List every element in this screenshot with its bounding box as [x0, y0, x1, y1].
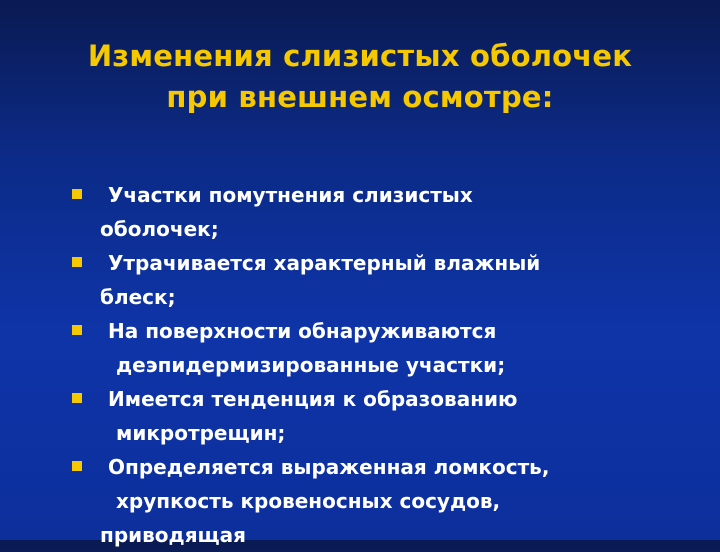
bullet-item: [72, 246, 672, 314]
bullet-line: Определяется выраженная ломкость,: [108, 455, 550, 479]
bullet-line: оболочек;: [100, 217, 219, 241]
bullet-line: Утрачивается характерный влажный: [108, 251, 541, 275]
bullet-list: [72, 178, 672, 552]
square-bullet-icon: [72, 257, 82, 267]
square-bullet-icon: [72, 461, 82, 471]
bullet-item: [72, 450, 672, 552]
bullet-line: хрупкость кровеносных сосудов,: [116, 489, 501, 513]
bullet-line: блеск;: [100, 285, 176, 309]
slide-title-line-1: Изменения слизистых оболочек: [87, 39, 633, 73]
square-bullet-icon: [72, 189, 82, 199]
slide-title: [40, 36, 680, 118]
bullet-item: [72, 314, 672, 382]
bullet-line: Имеется тенденция к образованию: [108, 387, 518, 411]
slide-title-line-2: при внешнем осмотре:: [166, 80, 554, 114]
bullet-line: микротрещин;: [116, 421, 286, 445]
square-bullet-icon: [72, 393, 82, 403]
bullet-line: деэпидермизированные участки;: [116, 353, 506, 377]
bullet-line: Участки помутнения слизистых: [108, 183, 473, 207]
bullet-item: [72, 178, 672, 246]
bullet-line: приводящая: [100, 523, 246, 547]
bullet-item: [72, 382, 672, 450]
bullet-line: На поверхности обнаруживаются: [108, 319, 497, 343]
square-bullet-icon: [72, 325, 82, 335]
